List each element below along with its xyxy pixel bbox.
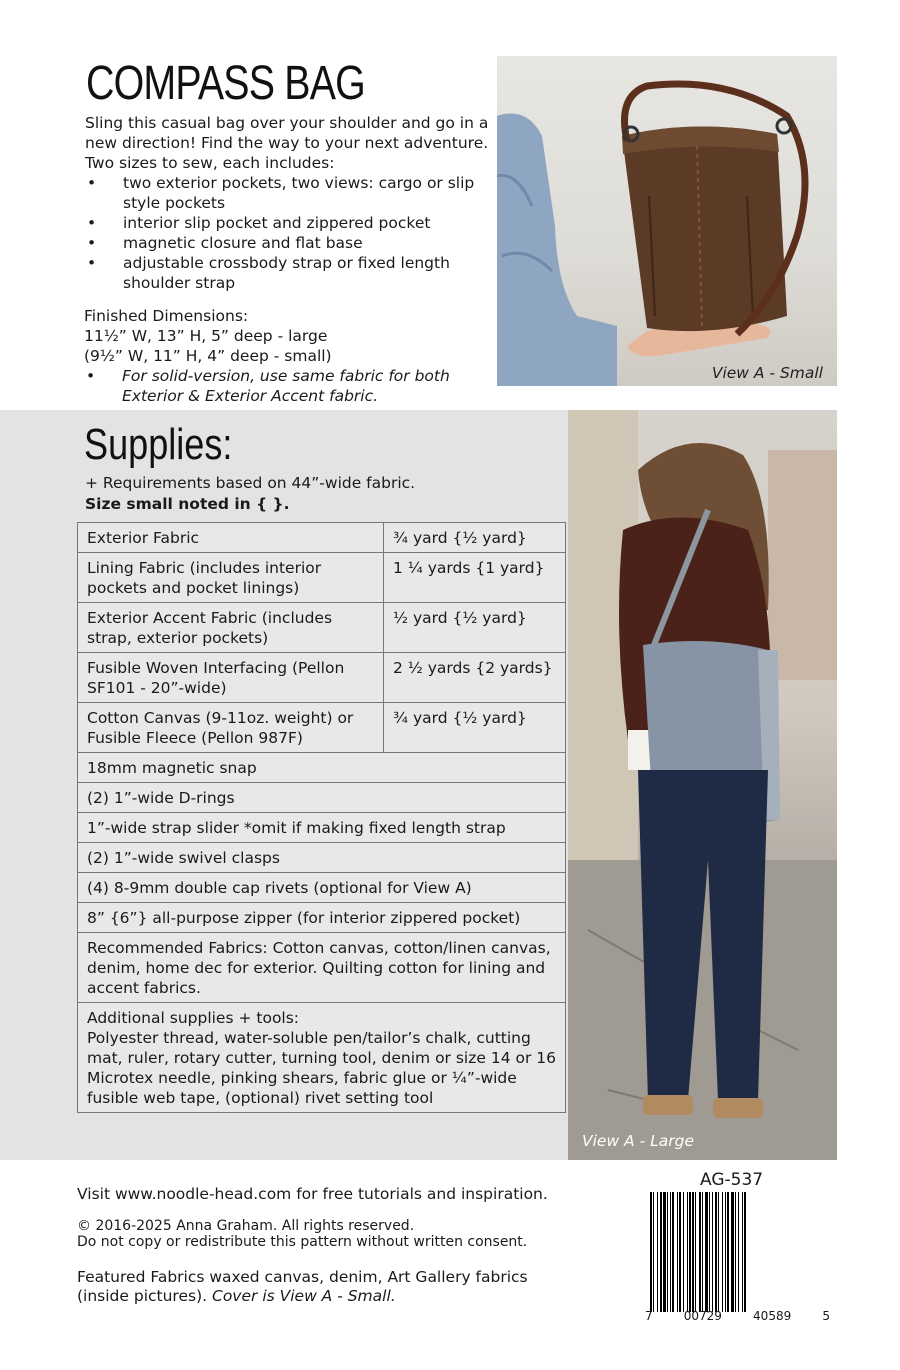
- barcode-bar: [667, 1192, 668, 1312]
- barcode-bar: [687, 1192, 688, 1312]
- supplies-table: [77, 522, 566, 1113]
- barcode-bar: [702, 1192, 703, 1312]
- barcode-bar: [677, 1192, 678, 1312]
- requirement-note: + Requirements based on 44”-wide fabric.: [85, 474, 416, 492]
- barcode-bar: [722, 1192, 723, 1312]
- supply-item: (4) 8-9mm double cap rivets (optional for View A): [78, 873, 566, 903]
- supply-amount: ¾ yard {½ yard}: [384, 523, 566, 553]
- photo-caption-small: View A - Small: [711, 364, 823, 382]
- feature-item: • two exterior pockets, two views: cargo or slip style pockets: [85, 173, 495, 213]
- recommended-fabrics: Recommended Fabrics: Cotton canvas, cotton/linen canvas, denim, home dec for exterior. Quilting cotton for lining and accent fabrics.: [78, 933, 566, 1003]
- barcode-bar: [738, 1192, 739, 1312]
- supply-item: 18mm magnetic snap: [78, 753, 566, 783]
- supplies-heading: Supplies:: [84, 420, 233, 469]
- visit-website-text: Visit www.noodle-head.com for free tutorials and inspiration.: [77, 1185, 548, 1203]
- size-note: Size small noted in { }.: [85, 495, 290, 513]
- barcode-bar: [650, 1192, 652, 1312]
- woman-photo-illustration: [568, 410, 837, 1160]
- barcode-bar: [715, 1192, 717, 1312]
- table-row: [78, 653, 566, 703]
- dimensions-label: Finished Dimensions:: [84, 307, 249, 325]
- barcode-bar: [689, 1192, 691, 1312]
- barcode-bar: [744, 1192, 746, 1312]
- table-row: [78, 903, 566, 933]
- photo-caption-large: View A - Large: [582, 1132, 694, 1150]
- supply-item: 8” {6”} all-purpose zipper (for interior zippered pocket): [78, 903, 566, 933]
- barcode-bar: [692, 1192, 694, 1312]
- copy-notice: Do not copy or redistribute this pattern without written consent.: [77, 1234, 528, 1250]
- intro-text: Sling this casual bag over your shoulder and go in a new direction! Find the way to your next adventure. Two sizes to sew, each includes:: [85, 114, 489, 172]
- supply-item: (2) 1”-wide D-rings: [78, 783, 566, 813]
- barcode-icon: [650, 1192, 820, 1312]
- barcode-bar: [670, 1192, 671, 1312]
- barcode-bar: [679, 1192, 681, 1312]
- barcode-bar: [653, 1192, 654, 1312]
- barcode-bar: [695, 1192, 696, 1312]
- supply-item: Lining Fabric (includes interior pockets and pocket linings): [78, 553, 384, 603]
- table-row: [78, 603, 566, 653]
- feature-item: • adjustable crossbody strap or fixed length shoulder strap: [85, 253, 495, 293]
- supply-amount: ½ yard {½ yard}: [384, 603, 566, 653]
- photo-bag-small: [497, 56, 837, 386]
- photo-bag-large: [568, 410, 837, 1160]
- supply-item: Exterior Fabric: [78, 523, 384, 553]
- tools-text: Polyester thread, water-soluble pen/tailor’s chalk, cutting mat, ruler, rotary cutter, turning tool, denim or size 14 or 16 Microtex needle, pinking shears, fabric glue or ¼”-wide fusible web tape, (optional) rivet setting tool: [87, 1029, 556, 1107]
- barcode-bar: [683, 1192, 684, 1312]
- table-row: [78, 843, 566, 873]
- table-row: [78, 523, 566, 553]
- barcode-bar: [699, 1192, 701, 1312]
- table-row: [78, 873, 566, 903]
- barcode-bar: [735, 1192, 736, 1312]
- barcode-bar: [705, 1192, 708, 1312]
- barcode-digit: 5: [822, 1309, 830, 1323]
- barcode-digits: [645, 1309, 830, 1323]
- barcode-bar: [709, 1192, 710, 1312]
- tools-label: Additional supplies + tools:: [87, 1009, 300, 1027]
- featured-cover: Cover is View A - Small.: [212, 1287, 396, 1305]
- dimensions-small: (9½” W, 11” H, 4” deep - small): [84, 347, 332, 365]
- barcode-digit: 7: [645, 1309, 653, 1323]
- copyright-text: © 2016-2025 Anna Graham. All rights reserved.: [77, 1218, 415, 1234]
- table-row: [78, 783, 566, 813]
- table-row: [78, 703, 566, 753]
- supply-item: 1”-wide strap slider *omit if making fixed length strap: [78, 813, 566, 843]
- supply-amount: 1 ¼ yards {1 yard}: [384, 553, 566, 603]
- supply-item: Cotton Canvas (9-11oz. weight) or Fusible Fleece (Pellon 987F): [78, 703, 384, 753]
- supply-item: Fusible Woven Interfacing (Pellon SF101 - 20”-wide): [78, 653, 384, 703]
- dimensions-large: 11½” W, 13” H, 5” deep - large: [84, 327, 328, 345]
- barcode-digit: 40589: [753, 1309, 792, 1323]
- table-row: [78, 753, 566, 783]
- barcode-bar: [672, 1192, 674, 1312]
- table-row: [78, 813, 566, 843]
- barcode-digit: 00729: [683, 1309, 722, 1323]
- intro-block: [85, 113, 495, 293]
- bag-photo-illustration: [497, 56, 837, 386]
- barcode-bar: [742, 1192, 743, 1312]
- featured-text: Featured Fabrics waxed canvas, denim, Art Gallery fabrics (inside pictures).: [77, 1268, 528, 1305]
- barcode-bar: [718, 1192, 719, 1312]
- feature-item: • magnetic closure and flat base: [85, 233, 495, 253]
- feature-list: [85, 173, 495, 293]
- finished-dimensions: [84, 306, 494, 406]
- additional-tools: [78, 1003, 566, 1113]
- table-row: [78, 933, 566, 1003]
- feature-item: • interior slip pocket and zippered pocket: [85, 213, 495, 233]
- supply-amount: 2 ½ yards {2 yards}: [384, 653, 566, 703]
- dimensions-note: • For solid-version, use same fabric for both Exterior & Exterior Accent fabric.: [84, 366, 494, 406]
- barcode-bar: [727, 1192, 729, 1312]
- supply-amount: ¾ yard {½ yard}: [384, 703, 566, 753]
- barcode-bar: [731, 1192, 734, 1312]
- page-title: COMPASS BAG: [86, 57, 365, 110]
- barcode-bar: [712, 1192, 713, 1312]
- copyright-block: [77, 1218, 527, 1250]
- barcode-bar: [663, 1192, 666, 1312]
- barcode-bar: [657, 1192, 658, 1312]
- featured-fabrics: [77, 1268, 577, 1306]
- pattern-sku: AG-537: [700, 1170, 764, 1190]
- table-row: [78, 1003, 566, 1113]
- supply-item: (2) 1”-wide swivel clasps: [78, 843, 566, 873]
- supply-item: Exterior Accent Fabric (includes strap, exterior pockets): [78, 603, 384, 653]
- barcode-bar: [725, 1192, 726, 1312]
- table-row: [78, 553, 566, 603]
- barcode-bar: [660, 1192, 662, 1312]
